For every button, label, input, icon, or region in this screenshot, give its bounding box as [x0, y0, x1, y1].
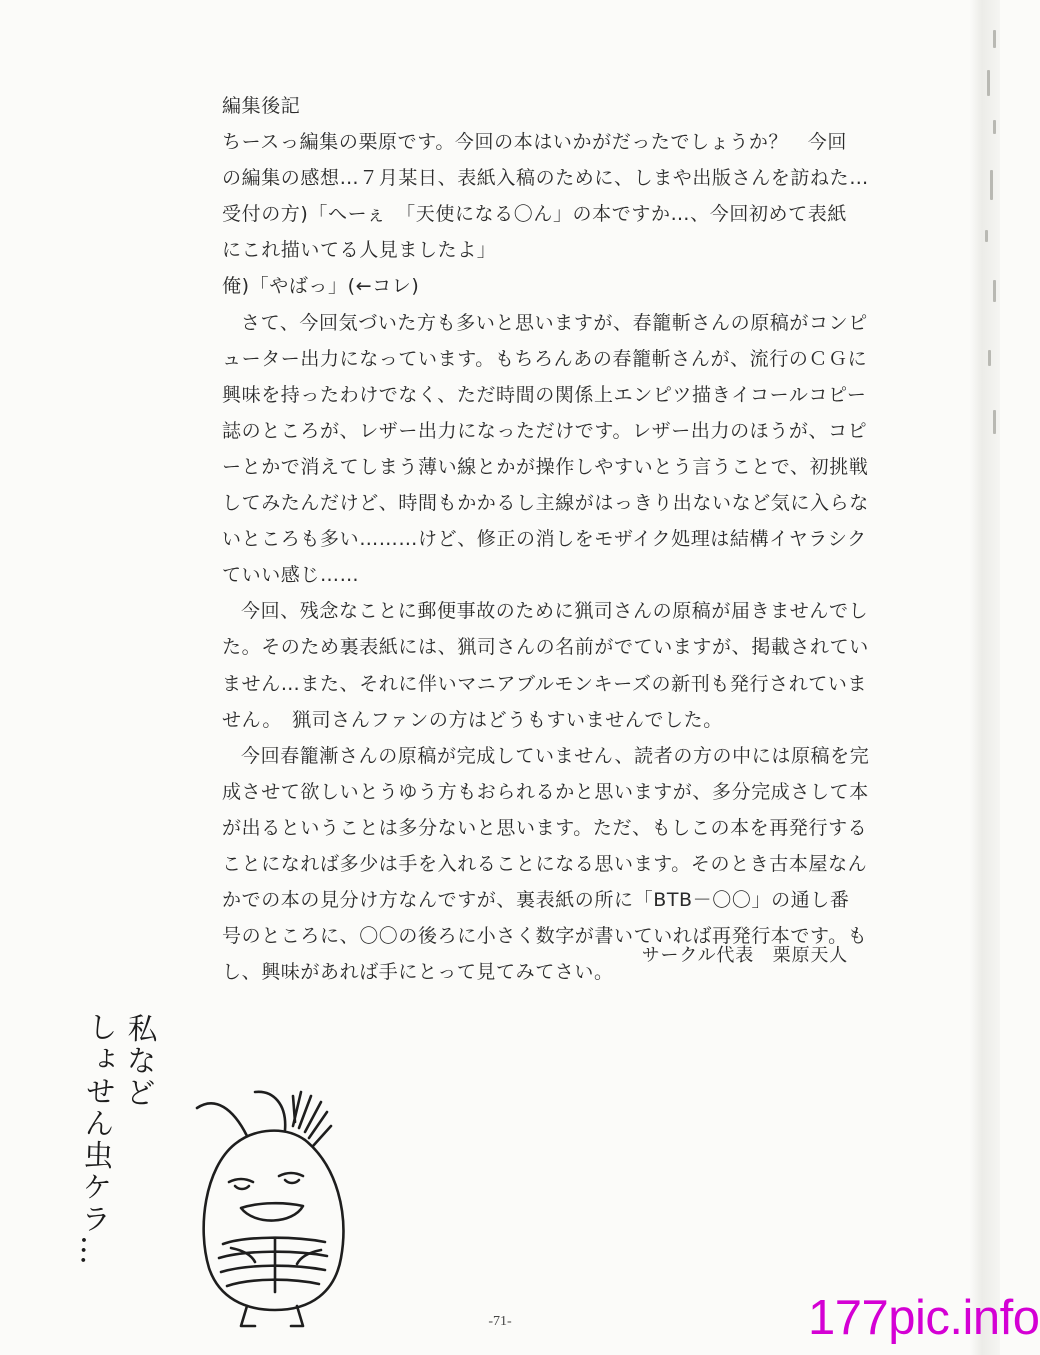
text-line: 今回春籠漸さんの原稿が完成していません、読者の方の中には原稿を完	[241, 744, 870, 767]
text-line: ません…また、それに伴いマニアブルモンキーズの新刊も発行されていま	[222, 672, 868, 695]
watermark: 177pic.info	[808, 1291, 1040, 1345]
text-line: し、興味があれば手にとって見てみてさい。	[222, 961, 614, 984]
text-line: ことになれば多少は手を入れることになる思います。そのとき古本屋なん	[222, 852, 868, 875]
text-line: 受付の方)「へーぇ 「天使になる〇ん」の本ですか…、今回初めて表紙	[222, 203, 847, 226]
handwritten-caption	[71, 1011, 160, 1270]
text-line: 誌のところが、レザー出力になっただけです。レザー出力のほうが、コピ	[222, 419, 868, 442]
page-edge-marks	[974, 30, 996, 450]
text-line: ーとかで消えてしまう薄い線とかが操作しやすいとう言うことで、初挑戦	[222, 455, 869, 478]
page-number: -71-	[488, 1314, 512, 1329]
text-line: 興味を持ったわけでなく、ただ時間の関係上エンピツ描きイコールコピー	[222, 383, 867, 406]
text-line: してみたんだけど、時間もかかるし主線がはっきり出ないなど気に入らな	[222, 492, 869, 515]
text-line: の編集の感想…７月某日、表紙入稿のために、しまや出版さんを訪ねた…	[222, 167, 869, 190]
afterword-text	[222, 88, 870, 990]
text-line: た。そのため裏表紙には、猟司さんの名前がでていますが、掲載されてい	[222, 636, 869, 659]
paragraph	[222, 124, 869, 304]
text-line: 成させて欲しいとうゆう方もおられるかと思いますが、多分完成さして本	[222, 780, 869, 803]
text-line: にこれ描いてる人見ましたよ」	[222, 239, 497, 262]
paragraph	[222, 305, 869, 594]
paragraph	[222, 593, 869, 737]
signature: サークル代表 栗原天人	[641, 945, 848, 966]
text-line: さて、今回気づいた方も多いと思いますが、春籠斬さんの原稿がコンピ	[241, 311, 868, 334]
bug-mascot-illustration	[175, 1078, 375, 1328]
afterword-heading: 編集後記	[222, 95, 301, 117]
text-line: かでの本の見分け方なんですが、裏表紙の所に「BTB－〇〇」の通し番	[222, 889, 850, 912]
text-line: 号のところに、〇〇の後ろに小さく数字が書いていれば再発行本です。も	[222, 925, 868, 948]
text-line: せん。 猟司さんファンの方はどうもすいませんでした。	[222, 708, 723, 731]
text-line: ューター出力になっています。もちろんあの春籠斬さんが、流行のＣＧに	[222, 347, 868, 370]
text-line: 俺)「やばっ」(←コレ)	[222, 275, 420, 298]
page-edge	[970, 0, 1000, 1355]
text-line: ていい感じ……	[222, 564, 360, 587]
handwritten-line-1: 私など	[119, 1012, 158, 1110]
text-line: が出るということは多分ないと思います。ただ、もしこの本を再発行する	[222, 816, 868, 839]
text-line: 今回、残念なことに郵便事故のために猟司さんの原稿が届きませんでし	[241, 600, 869, 623]
text-line: いところも多い………けど、修正の消しをモザイク処理は結構イヤラシク	[222, 528, 867, 551]
handwritten-line-2: しょせん虫ケラ…	[73, 1010, 118, 1268]
text-line: ちースっ編集の栗原です。今回の本はいかがだったでしょうか？ 今回	[222, 131, 847, 154]
afterword-paragraphs	[222, 124, 870, 990]
